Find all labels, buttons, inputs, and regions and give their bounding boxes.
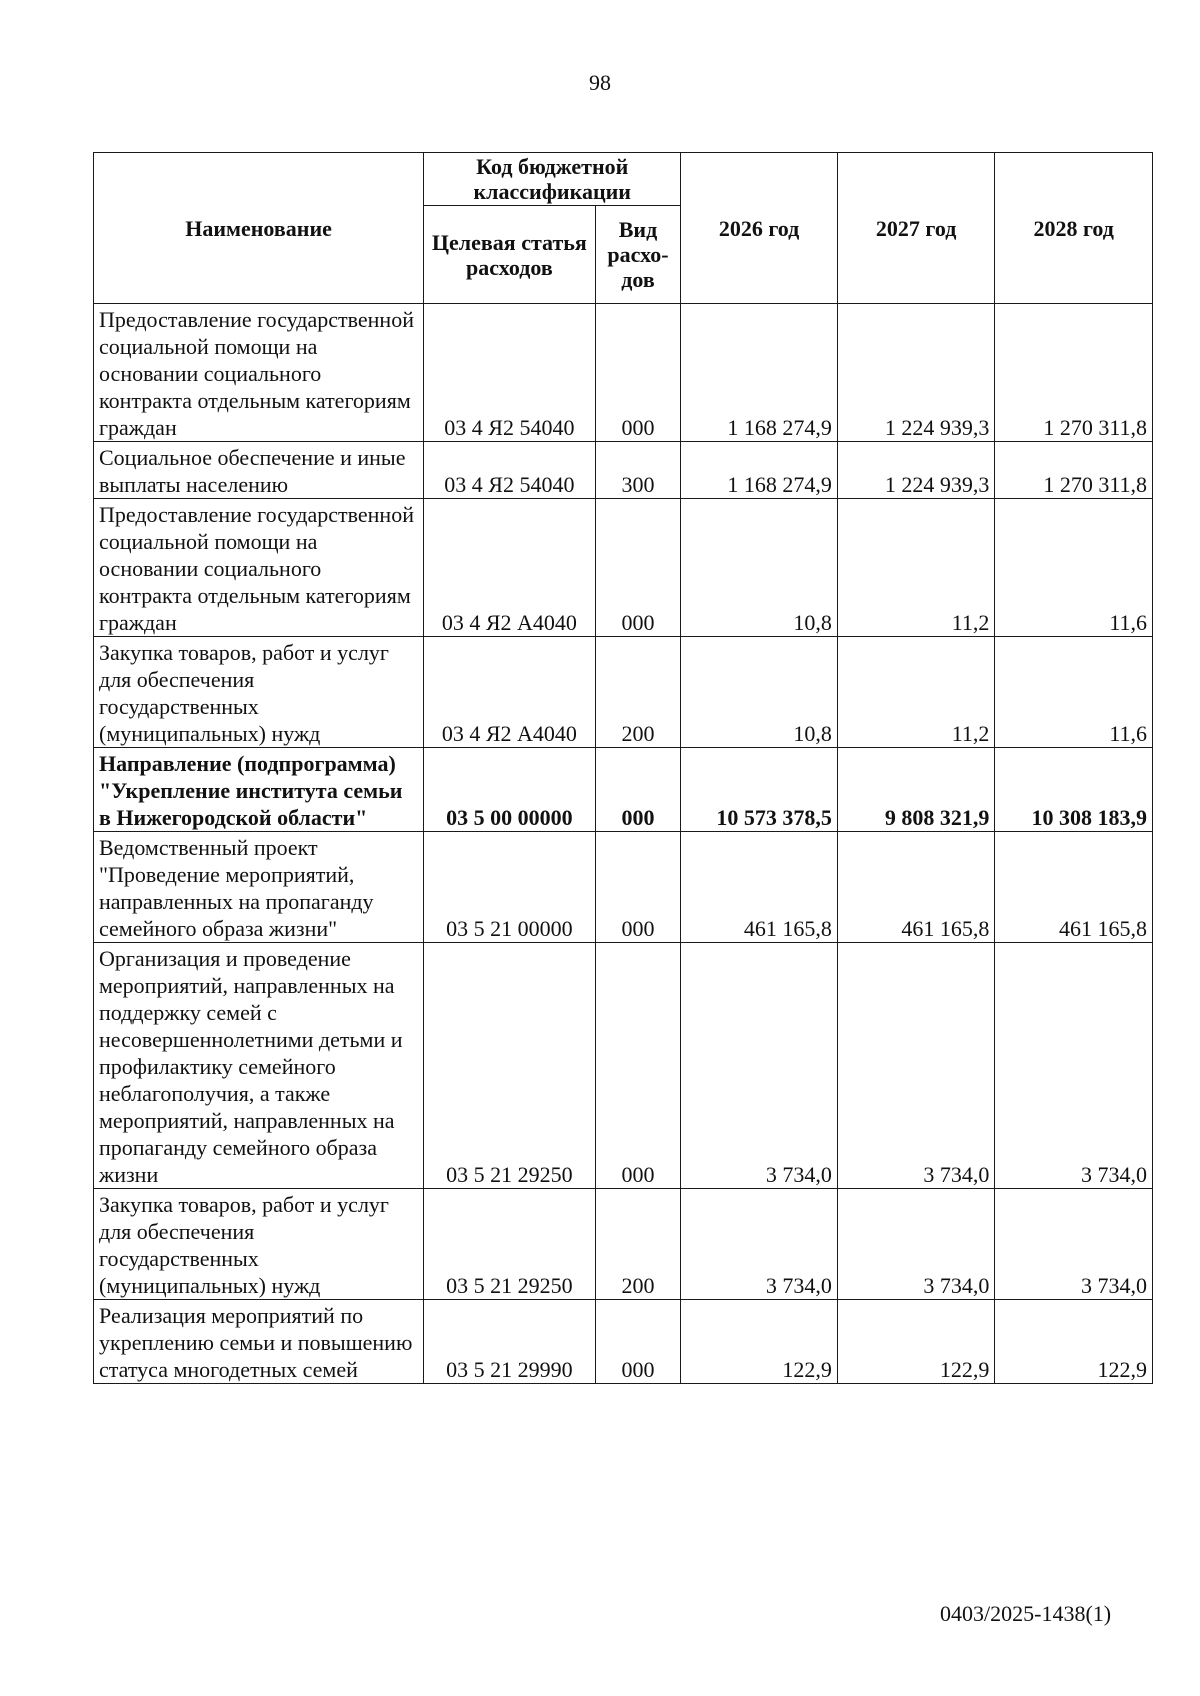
cell-name: Предоставление государственной социальной помощи на основании социального контракта отдельным категориям граждан	[94, 304, 424, 442]
cell-target-article: 03 5 21 00000	[424, 832, 595, 943]
cell-expense-type: 200	[595, 637, 681, 748]
header-row	[94, 153, 1153, 206]
table-row	[94, 748, 1153, 832]
cell-target-article: 03 5 21 29250	[424, 943, 595, 1189]
cell-name: Направление (подпрограмма) "Укрепление института семьи в Нижегородской области"	[94, 748, 424, 832]
cell-2026: 3 734,0	[681, 943, 837, 1189]
cell-expense-type: 300	[595, 442, 681, 499]
cell-target-article: 03 5 21 29990	[424, 1300, 595, 1384]
header-expense-type: Вид расхо-дов	[595, 206, 681, 304]
page-number: 98	[589, 70, 611, 95]
cell-2027: 11,2	[837, 637, 995, 748]
cell-2028: 122,9	[995, 1300, 1153, 1384]
cell-name: Закупка товаров, работ и услуг для обеспечения государственных (муниципальных) нужд	[94, 1189, 424, 1300]
cell-2028: 461 165,8	[995, 832, 1153, 943]
cell-target-article: 03 5 21 29250	[424, 1189, 595, 1300]
cell-name: Реализация мероприятий по укреплению семьи и повышению статуса многодетных семей	[94, 1300, 424, 1384]
cell-2028: 11,6	[995, 499, 1153, 637]
cell-name: Ведомственный проект "Проведение мероприятий, направленных на пропаганду семейного образа жизни"	[94, 832, 424, 943]
header-name: Наименование	[94, 153, 424, 304]
cell-name: Предоставление государственной социальной помощи на основании социального контракта отдельным категориям граждан	[94, 499, 424, 637]
cell-2026: 1 168 274,9	[681, 304, 837, 442]
cell-name: Социальное обеспечение и иные выплаты населению	[94, 442, 424, 499]
document-code: 0403/2025-1438(1)	[940, 1601, 1112, 1626]
cell-target-article: 03 4 Я2 А4040	[424, 637, 595, 748]
cell-target-article: 03 4 Я2 54040	[424, 304, 595, 442]
table-header	[94, 153, 1153, 304]
table-row	[94, 304, 1153, 442]
cell-2028: 1 270 311,8	[995, 442, 1153, 499]
header-year-2028: 2028 год	[995, 153, 1153, 304]
cell-2027: 3 734,0	[837, 1189, 995, 1300]
cell-target-article: 03 4 Я2 54040	[424, 442, 595, 499]
header-target-article: Целевая статья расходов	[424, 206, 595, 304]
cell-2028: 1 270 311,8	[995, 304, 1153, 442]
cell-expense-type: 000	[595, 832, 681, 943]
cell-2028: 3 734,0	[995, 943, 1153, 1189]
cell-name: Организация и проведение мероприятий, направленных на поддержку семей с несовершеннолетними детьми и профилактику семейного неблагополучия, а также мероприятий, направленных на пропаганду семейного образа жизни	[94, 943, 424, 1189]
table-row	[94, 499, 1153, 637]
cell-expense-type: 000	[595, 943, 681, 1189]
cell-expense-type: 000	[595, 748, 681, 832]
cell-2026: 1 168 274,9	[681, 442, 837, 499]
cell-2027: 461 165,8	[837, 832, 995, 943]
cell-2027: 122,9	[837, 1300, 995, 1384]
table-row	[94, 637, 1153, 748]
cell-expense-type: 000	[595, 499, 681, 637]
cell-2026: 461 165,8	[681, 832, 837, 943]
cell-expense-type: 000	[595, 1300, 681, 1384]
cell-expense-type: 200	[595, 1189, 681, 1300]
cell-expense-type: 000	[595, 304, 681, 442]
table-body	[94, 304, 1153, 1384]
cell-2026: 3 734,0	[681, 1189, 837, 1300]
cell-2026: 122,9	[681, 1300, 837, 1384]
cell-target-article: 03 5 00 00000	[424, 748, 595, 832]
cell-2026: 10,8	[681, 637, 837, 748]
cell-2027: 1 224 939,3	[837, 304, 995, 442]
cell-target-article: 03 4 Я2 А4040	[424, 499, 595, 637]
table-row	[94, 1300, 1153, 1384]
table-row	[94, 1189, 1153, 1300]
budget-table	[93, 152, 1153, 1384]
table-row	[94, 943, 1153, 1189]
cell-2027: 11,2	[837, 499, 995, 637]
cell-name: Закупка товаров, работ и услуг для обеспечения государственных (муниципальных) нужд	[94, 637, 424, 748]
cell-2026: 10 573 378,5	[681, 748, 837, 832]
cell-2027: 3 734,0	[837, 943, 995, 1189]
cell-2028: 10 308 183,9	[995, 748, 1153, 832]
cell-2026: 10,8	[681, 499, 837, 637]
cell-2028: 11,6	[995, 637, 1153, 748]
cell-2027: 9 808 321,9	[837, 748, 995, 832]
cell-2027: 1 224 939,3	[837, 442, 995, 499]
table-row	[94, 832, 1153, 943]
header-year-2027: 2027 год	[837, 153, 995, 304]
cell-2028: 3 734,0	[995, 1189, 1153, 1300]
header-year-2026: 2026 год	[681, 153, 837, 304]
header-budget-code-group: Код бюджетной классификации	[424, 153, 681, 206]
table-row	[94, 442, 1153, 499]
